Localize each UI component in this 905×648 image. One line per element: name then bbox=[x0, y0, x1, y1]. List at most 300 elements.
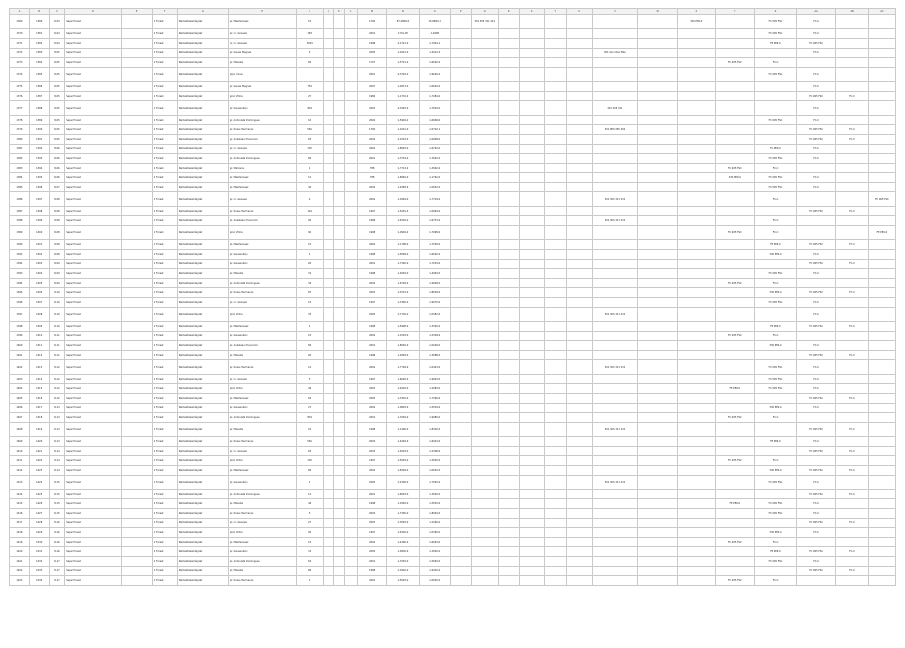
table-cell[interactable] bbox=[519, 82, 544, 92]
table-cell[interactable]: 1 Forest bbox=[152, 518, 177, 528]
table-cell[interactable]: 1385 bbox=[10, 182, 30, 192]
table-cell[interactable] bbox=[715, 240, 755, 250]
table-cell[interactable]: 1-7390-0 bbox=[387, 509, 419, 519]
table-cell[interactable]: pr. Genesnikov bbox=[228, 331, 296, 341]
table-cell[interactable] bbox=[334, 374, 344, 384]
table-cell[interactable] bbox=[678, 384, 716, 394]
table-cell[interactable] bbox=[323, 518, 333, 528]
table-cell[interactable] bbox=[121, 509, 152, 519]
table-cell[interactable] bbox=[544, 154, 566, 164]
table-cell[interactable]: 1-0932-0 bbox=[419, 465, 450, 475]
table-cell[interactable] bbox=[544, 269, 566, 279]
table-cell[interactable]: pr. Mezősicsesz bbox=[228, 15, 296, 29]
table-cell[interactable]: 31 bbox=[296, 269, 323, 279]
table-cell[interactable] bbox=[678, 115, 716, 125]
table-cell[interactable] bbox=[544, 528, 566, 538]
table-cell[interactable] bbox=[715, 298, 755, 308]
table-cell[interactable]: 1 Forest bbox=[152, 288, 177, 298]
table-cell[interactable]: 1 Forest bbox=[152, 182, 177, 192]
table-cell[interactable]: pr. Kraus Hermanos bbox=[228, 360, 296, 374]
table-cell[interactable]: 1-3734-0 bbox=[387, 154, 419, 164]
table-cell[interactable] bbox=[868, 331, 895, 341]
table-cell[interactable]: pr. Misuata bbox=[228, 269, 296, 279]
table-cell[interactable] bbox=[471, 465, 498, 475]
table-cell[interactable]: 1-0052-0 bbox=[419, 182, 450, 192]
table-cell[interactable]: 1 bbox=[296, 576, 323, 586]
table-cell[interactable]: 8-10 bbox=[49, 307, 65, 321]
table-cell[interactable] bbox=[121, 48, 152, 58]
table-cell[interactable] bbox=[638, 374, 678, 384]
table-cell[interactable] bbox=[868, 374, 895, 384]
table-cell[interactable] bbox=[715, 547, 755, 557]
table-cell[interactable] bbox=[836, 82, 868, 92]
table-cell[interactable]: Nemzetiszemélyzet bbox=[177, 446, 228, 456]
table-cell[interactable] bbox=[678, 557, 716, 567]
table-cell[interactable]: 1-5503-0 bbox=[419, 499, 450, 509]
table-cell[interactable] bbox=[868, 360, 895, 374]
table-cell[interactable] bbox=[836, 499, 868, 509]
table-cell[interactable]: FE PP9-0 bbox=[755, 322, 797, 332]
table-cell[interactable] bbox=[334, 576, 344, 586]
table-cell[interactable] bbox=[498, 360, 519, 374]
table-cell[interactable] bbox=[715, 403, 755, 413]
table-cell[interactable]: Sepsi Forest bbox=[65, 163, 121, 173]
table-cell[interactable]: 1385 bbox=[29, 67, 49, 81]
table-cell[interactable] bbox=[566, 226, 592, 240]
table-cell[interactable] bbox=[450, 288, 471, 298]
table-cell[interactable] bbox=[544, 465, 566, 475]
table-cell[interactable] bbox=[638, 566, 678, 576]
table-cell[interactable]: pr. Mezősicsesz bbox=[228, 465, 296, 475]
table-cell[interactable]: 1397 bbox=[29, 192, 49, 206]
column-header[interactable]: I bbox=[296, 9, 323, 15]
table-cell[interactable] bbox=[519, 91, 544, 101]
table-cell[interactable] bbox=[638, 437, 678, 447]
table-cell[interactable]: FC 005 FSC bbox=[755, 374, 797, 384]
table-cell[interactable]: 1-6020-0 bbox=[387, 374, 419, 384]
table-cell[interactable] bbox=[450, 67, 471, 81]
table-cell[interactable] bbox=[868, 322, 895, 332]
table-cell[interactable] bbox=[566, 91, 592, 101]
table-cell[interactable]: 12 bbox=[296, 173, 323, 183]
table-cell[interactable]: FC 005 FSC bbox=[755, 384, 797, 394]
table-cell[interactable] bbox=[323, 101, 333, 115]
table-cell[interactable] bbox=[566, 393, 592, 403]
table-cell[interactable] bbox=[334, 307, 344, 321]
table-cell[interactable] bbox=[471, 422, 498, 436]
table-cell[interactable]: 2003 bbox=[358, 101, 387, 115]
table-cell[interactable]: 1 Forest bbox=[152, 403, 177, 413]
table-cell[interactable] bbox=[121, 566, 152, 576]
table-cell[interactable] bbox=[121, 465, 152, 475]
column-header[interactable]: Z bbox=[755, 9, 797, 15]
table-cell[interactable]: Nemzetiszemélyzet bbox=[177, 576, 228, 586]
table-cell[interactable] bbox=[498, 307, 519, 321]
table-cell[interactable] bbox=[450, 307, 471, 321]
table-cell[interactable]: 1429 bbox=[29, 528, 49, 538]
table-cell[interactable]: 1387 bbox=[10, 206, 30, 216]
table-cell[interactable] bbox=[498, 456, 519, 466]
table-cell[interactable]: 1-5093-0 bbox=[419, 557, 450, 567]
table-cell[interactable]: 1 Forest bbox=[152, 374, 177, 384]
table-cell[interactable] bbox=[471, 206, 498, 216]
table-cell[interactable] bbox=[678, 350, 716, 360]
table-cell[interactable]: 20 bbox=[296, 259, 323, 269]
table-cell[interactable]: FC-C bbox=[836, 518, 868, 528]
table-cell[interactable] bbox=[868, 58, 895, 68]
table-cell[interactable]: 1427 bbox=[29, 509, 49, 519]
table-cell[interactable] bbox=[592, 518, 638, 528]
table-cell[interactable] bbox=[544, 456, 566, 466]
table-cell[interactable]: Sepsi Forest bbox=[65, 393, 121, 403]
table-cell[interactable] bbox=[334, 67, 344, 81]
table-cell[interactable] bbox=[471, 437, 498, 447]
table-cell[interactable]: 44 bbox=[296, 384, 323, 394]
table-cell[interactable]: FC 005 FSC bbox=[715, 576, 755, 586]
table-cell[interactable]: 1-1792-0 bbox=[419, 173, 450, 183]
table-cell[interactable]: 2010 bbox=[358, 67, 387, 81]
table-cell[interactable]: 8-05 bbox=[49, 125, 65, 135]
table-cell[interactable]: 63 bbox=[296, 446, 323, 456]
table-cell[interactable]: FC 005 FSC bbox=[755, 557, 797, 567]
table-cell[interactable] bbox=[334, 331, 344, 341]
table-cell[interactable]: FC-C bbox=[796, 499, 836, 509]
table-cell[interactable]: 1-0382-0 bbox=[419, 307, 450, 321]
table-cell[interactable] bbox=[344, 226, 358, 240]
table-cell[interactable] bbox=[868, 489, 895, 499]
table-cell[interactable] bbox=[121, 67, 152, 81]
table-cell[interactable] bbox=[519, 154, 544, 164]
table-cell[interactable] bbox=[450, 298, 471, 308]
table-cell[interactable]: 63 bbox=[296, 393, 323, 403]
table-cell[interactable] bbox=[868, 259, 895, 269]
table-cell[interactable]: 301 305 311 321 bbox=[592, 307, 638, 321]
table-cell[interactable] bbox=[471, 173, 498, 183]
table-cell[interactable] bbox=[678, 499, 716, 509]
table-cell[interactable] bbox=[323, 259, 333, 269]
table-cell[interactable]: 1 Forest bbox=[152, 82, 177, 92]
table-cell[interactable]: FC-C bbox=[755, 331, 797, 341]
table-cell[interactable]: Nemzetiszemélyzet bbox=[177, 331, 228, 341]
table-cell[interactable]: 1998 bbox=[358, 216, 387, 226]
table-cell[interactable] bbox=[678, 163, 716, 173]
table-cell[interactable]: 8-09 bbox=[49, 269, 65, 279]
table-cell[interactable]: 1-0908-0 bbox=[419, 134, 450, 144]
table-cell[interactable] bbox=[323, 48, 333, 58]
table-cell[interactable]: 2003 bbox=[358, 384, 387, 394]
table-cell[interactable]: 8-05 bbox=[49, 91, 65, 101]
table-cell[interactable] bbox=[638, 509, 678, 519]
table-cell[interactable]: 1396 bbox=[10, 298, 30, 308]
table-cell[interactable]: Nemzetiszemélyzet bbox=[177, 341, 228, 351]
table-cell[interactable]: 2005 bbox=[358, 475, 387, 489]
table-cell[interactable]: 1392 bbox=[10, 259, 30, 269]
table-cell[interactable]: pr. Genesnikov bbox=[228, 259, 296, 269]
table-cell[interactable]: pr. Misuata bbox=[228, 499, 296, 509]
table-cell[interactable] bbox=[323, 528, 333, 538]
table-cell[interactable]: Sepsi Forest bbox=[65, 446, 121, 456]
table-cell[interactable] bbox=[566, 446, 592, 456]
table-cell[interactable] bbox=[836, 278, 868, 288]
table-cell[interactable] bbox=[715, 269, 755, 279]
table-cell[interactable]: FC 005 FSC bbox=[755, 67, 797, 81]
table-cell[interactable] bbox=[678, 101, 716, 115]
table-cell[interactable]: Nemzetiszemélyzet bbox=[177, 403, 228, 413]
table-cell[interactable]: pr. Genesnikov bbox=[228, 547, 296, 557]
table-cell[interactable]: 1405 bbox=[29, 278, 49, 288]
table-cell[interactable]: FC 005 FSC bbox=[796, 206, 836, 216]
table-cell[interactable] bbox=[715, 101, 755, 115]
table-cell[interactable] bbox=[566, 499, 592, 509]
table-cell[interactable] bbox=[121, 216, 152, 226]
table-cell[interactable] bbox=[678, 82, 716, 92]
table-cell[interactable]: 1998 bbox=[358, 269, 387, 279]
table-cell[interactable]: FC 005 FSC bbox=[715, 278, 755, 288]
table-cell[interactable] bbox=[471, 413, 498, 423]
table-cell[interactable] bbox=[344, 67, 358, 81]
table-cell[interactable]: 1 Forest bbox=[152, 125, 177, 135]
table-cell[interactable] bbox=[121, 269, 152, 279]
table-cell[interactable] bbox=[715, 206, 755, 216]
table-cell[interactable]: 2004 bbox=[358, 278, 387, 288]
table-cell[interactable] bbox=[715, 557, 755, 567]
table-cell[interactable] bbox=[334, 518, 344, 528]
table-cell[interactable]: Nemzetiszemélyzet bbox=[177, 509, 228, 519]
table-cell[interactable] bbox=[678, 278, 716, 288]
table-cell[interactable] bbox=[344, 15, 358, 29]
table-cell[interactable]: prxo Vilma bbox=[228, 91, 296, 101]
table-cell[interactable]: Sepsi Forest bbox=[65, 456, 121, 466]
table-cell[interactable] bbox=[836, 29, 868, 39]
table-cell[interactable] bbox=[334, 465, 344, 475]
table-cell[interactable]: 1997 bbox=[358, 456, 387, 466]
table-cell[interactable] bbox=[471, 499, 498, 509]
table-cell[interactable]: 27 bbox=[296, 91, 323, 101]
table-cell[interactable] bbox=[344, 509, 358, 519]
table-cell[interactable] bbox=[566, 475, 592, 489]
table-cell[interactable] bbox=[868, 557, 895, 567]
table-cell[interactable]: 1388 bbox=[10, 216, 30, 226]
table-cell[interactable]: 10 bbox=[296, 422, 323, 436]
table-cell[interactable] bbox=[868, 250, 895, 260]
table-cell[interactable] bbox=[334, 173, 344, 183]
table-cell[interactable] bbox=[334, 446, 344, 456]
table-cell[interactable] bbox=[450, 82, 471, 92]
table-cell[interactable] bbox=[121, 226, 152, 240]
table-cell[interactable] bbox=[715, 288, 755, 298]
table-cell[interactable]: Sepsi Forest bbox=[65, 350, 121, 360]
table-cell[interactable]: 1 Forest bbox=[152, 58, 177, 68]
table-cell[interactable] bbox=[323, 547, 333, 557]
table-cell[interactable]: 1-8302-0 bbox=[419, 422, 450, 436]
table-cell[interactable] bbox=[592, 341, 638, 351]
table-cell[interactable] bbox=[344, 250, 358, 260]
table-cell[interactable]: 1-5721-0 bbox=[387, 58, 419, 68]
table-cell[interactable] bbox=[566, 465, 592, 475]
table-cell[interactable]: prxo Vilma bbox=[228, 226, 296, 240]
table-cell[interactable] bbox=[498, 278, 519, 288]
table-cell[interactable]: FC PP9-0 bbox=[755, 144, 797, 154]
table-cell[interactable] bbox=[678, 134, 716, 144]
table-cell[interactable] bbox=[344, 422, 358, 436]
table-cell[interactable] bbox=[519, 226, 544, 240]
table-cell[interactable] bbox=[471, 192, 498, 206]
table-cell[interactable] bbox=[334, 216, 344, 226]
table-cell[interactable] bbox=[638, 250, 678, 260]
table-cell[interactable]: 1-6794-0 bbox=[387, 278, 419, 288]
table-cell[interactable]: 1405 bbox=[10, 393, 30, 403]
table-cell[interactable]: 1998 bbox=[358, 226, 387, 240]
table-cell[interactable]: 27 bbox=[296, 403, 323, 413]
table-cell[interactable]: 8-16 bbox=[49, 547, 65, 557]
table-cell[interactable]: FC-C bbox=[796, 182, 836, 192]
table-cell[interactable]: 1-7642-0 bbox=[419, 154, 450, 164]
table-cell[interactable] bbox=[450, 499, 471, 509]
table-cell[interactable] bbox=[638, 528, 678, 538]
table-cell[interactable]: pr. Misuata bbox=[228, 566, 296, 576]
table-cell[interactable] bbox=[868, 576, 895, 586]
table-cell[interactable] bbox=[678, 518, 716, 528]
table-cell[interactable]: FC-C bbox=[755, 576, 797, 586]
table-cell[interactable] bbox=[566, 29, 592, 39]
table-cell[interactable] bbox=[450, 489, 471, 499]
table-cell[interactable]: 1-7713-0 bbox=[387, 163, 419, 173]
table-cell[interactable] bbox=[471, 91, 498, 101]
table-cell[interactable] bbox=[450, 331, 471, 341]
table-cell[interactable]: 1 Forest bbox=[152, 216, 177, 226]
table-cell[interactable] bbox=[678, 537, 716, 547]
column-header[interactable]: L bbox=[344, 9, 358, 15]
table-cell[interactable] bbox=[678, 67, 716, 81]
table-cell[interactable]: 1382 bbox=[10, 154, 30, 164]
table-cell[interactable] bbox=[450, 557, 471, 567]
table-cell[interactable] bbox=[715, 115, 755, 125]
table-cell[interactable]: Sepsi Forest bbox=[65, 144, 121, 154]
table-cell[interactable]: 87-2808-0 bbox=[387, 15, 419, 29]
table-cell[interactable]: 1391 bbox=[29, 134, 49, 144]
table-cell[interactable]: 5 bbox=[296, 48, 323, 58]
table-cell[interactable] bbox=[544, 250, 566, 260]
table-cell[interactable] bbox=[498, 163, 519, 173]
table-cell[interactable]: 1422 bbox=[29, 456, 49, 466]
table-cell[interactable]: 1413 bbox=[10, 475, 30, 489]
table-cell[interactable]: 2002 bbox=[358, 134, 387, 144]
table-cell[interactable] bbox=[592, 350, 638, 360]
table-cell[interactable] bbox=[715, 29, 755, 39]
table-cell[interactable] bbox=[334, 456, 344, 466]
table-cell[interactable]: 1-7702-0 bbox=[387, 307, 419, 321]
table-cell[interactable]: 8-17 bbox=[49, 566, 65, 576]
table-cell[interactable] bbox=[323, 58, 333, 68]
table-cell[interactable] bbox=[566, 206, 592, 216]
table-cell[interactable] bbox=[836, 557, 868, 567]
table-cell[interactable] bbox=[638, 499, 678, 509]
table-cell[interactable] bbox=[868, 307, 895, 321]
table-cell[interactable] bbox=[450, 403, 471, 413]
table-cell[interactable]: 1391 bbox=[10, 250, 30, 260]
table-cell[interactable]: FC 005 FSC bbox=[755, 298, 797, 308]
table-cell[interactable] bbox=[566, 240, 592, 250]
table-cell[interactable] bbox=[498, 48, 519, 58]
table-cell[interactable] bbox=[638, 269, 678, 279]
table-cell[interactable] bbox=[868, 437, 895, 447]
table-cell[interactable] bbox=[519, 557, 544, 567]
table-cell[interactable] bbox=[121, 393, 152, 403]
table-cell[interactable]: 34 bbox=[296, 278, 323, 288]
column-header[interactable]: S bbox=[519, 9, 544, 15]
table-cell[interactable] bbox=[323, 465, 333, 475]
table-cell[interactable] bbox=[836, 154, 868, 164]
table-cell[interactable] bbox=[836, 384, 868, 394]
table-cell[interactable] bbox=[450, 413, 471, 423]
table-cell[interactable] bbox=[344, 456, 358, 466]
table-cell[interactable]: prxo Vilma bbox=[228, 384, 296, 394]
table-cell[interactable] bbox=[715, 15, 755, 29]
table-cell[interactable]: Sepsi Forest bbox=[65, 475, 121, 489]
table-cell[interactable]: 1 Forest bbox=[152, 307, 177, 321]
table-cell[interactable]: 1383 bbox=[10, 163, 30, 173]
table-cell[interactable] bbox=[450, 226, 471, 240]
table-cell[interactable] bbox=[121, 374, 152, 384]
table-cell[interactable] bbox=[836, 58, 868, 68]
table-cell[interactable] bbox=[638, 206, 678, 216]
table-cell[interactable] bbox=[519, 489, 544, 499]
table-cell[interactable] bbox=[638, 15, 678, 29]
table-cell[interactable]: FC-C bbox=[836, 350, 868, 360]
column-header[interactable]: N bbox=[387, 9, 419, 15]
table-cell[interactable] bbox=[344, 350, 358, 360]
table-cell[interactable] bbox=[715, 446, 755, 456]
table-cell[interactable]: 1 Forest bbox=[152, 206, 177, 216]
table-cell[interactable] bbox=[678, 154, 716, 164]
table-cell[interactable] bbox=[868, 456, 895, 466]
table-cell[interactable]: 20 bbox=[296, 528, 323, 538]
table-cell[interactable] bbox=[566, 125, 592, 135]
table-cell[interactable] bbox=[544, 82, 566, 92]
table-cell[interactable]: 1398 bbox=[29, 206, 49, 216]
table-cell[interactable] bbox=[450, 38, 471, 48]
table-cell[interactable] bbox=[519, 192, 544, 206]
table-cell[interactable] bbox=[544, 259, 566, 269]
table-cell[interactable] bbox=[334, 413, 344, 423]
table-cell[interactable] bbox=[566, 374, 592, 384]
table-cell[interactable]: Nemzetiszemélyzet bbox=[177, 82, 228, 92]
table-cell[interactable] bbox=[796, 216, 836, 226]
table-cell[interactable] bbox=[566, 173, 592, 183]
table-cell[interactable] bbox=[566, 58, 592, 68]
table-cell[interactable] bbox=[334, 101, 344, 115]
table-cell[interactable] bbox=[323, 331, 333, 341]
table-cell[interactable] bbox=[678, 38, 716, 48]
table-cell[interactable] bbox=[498, 115, 519, 125]
table-cell[interactable] bbox=[471, 489, 498, 499]
table-cell[interactable] bbox=[544, 446, 566, 456]
table-cell[interactable]: Nemzetiszemélyzet bbox=[177, 91, 228, 101]
table-cell[interactable]: FC-C bbox=[796, 29, 836, 39]
table-cell[interactable] bbox=[344, 384, 358, 394]
table-cell[interactable] bbox=[450, 240, 471, 250]
table-cell[interactable] bbox=[344, 29, 358, 39]
table-cell[interactable]: 1419 bbox=[29, 422, 49, 436]
table-cell[interactable]: 1-9070-0 bbox=[419, 298, 450, 308]
table-cell[interactable] bbox=[519, 269, 544, 279]
table-cell[interactable] bbox=[471, 226, 498, 240]
table-cell[interactable] bbox=[323, 437, 333, 447]
table-cell[interactable] bbox=[121, 15, 152, 29]
table-cell[interactable]: 8-13 bbox=[49, 422, 65, 436]
table-cell[interactable]: 1412 bbox=[29, 350, 49, 360]
table-cell[interactable] bbox=[334, 38, 344, 48]
